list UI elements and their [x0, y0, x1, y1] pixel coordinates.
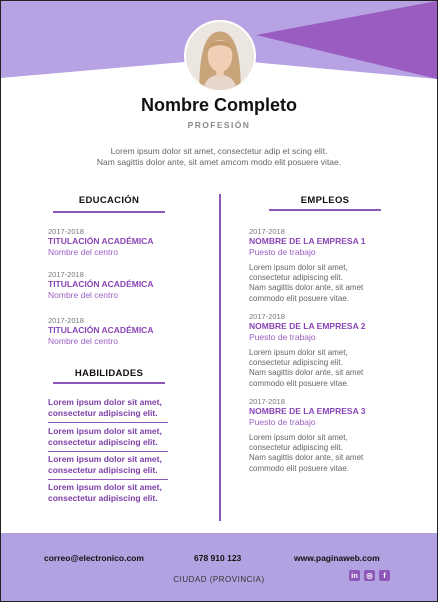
education-school: Nombre del centro — [48, 247, 118, 257]
job-description — [249, 348, 399, 389]
employment-title: EMPLEOS — [300, 195, 350, 206]
job-description-line: Lorem ipsum dolor sit amet, — [249, 433, 348, 442]
skill-line: Lorem ipsum dolor sit amet, — [48, 482, 162, 492]
job-description — [249, 263, 399, 304]
education-degree: TITULACIÓN ACADÉMICA — [48, 236, 154, 246]
job-item — [249, 227, 399, 304]
profile-photo — [184, 20, 256, 92]
job-description-line: Lorem ipsum dolor sit amet, — [249, 348, 348, 357]
skill-item — [48, 482, 188, 504]
employment-divider — [269, 209, 381, 211]
phone-number[interactable]: 678 910 123 — [194, 553, 242, 563]
skill-line: consectetur adipiscing elit. — [48, 465, 158, 475]
job-description-line: Nam sagittis dolor ante, sit amet — [249, 283, 364, 293]
education-item — [48, 270, 153, 301]
education-years: 2017-2018 — [48, 270, 84, 279]
education-degree: TITULACIÓN ACADÉMICA — [48, 325, 154, 335]
skill-underline — [48, 451, 168, 452]
skill-line: Lorem ipsum dolor sit amet, — [48, 454, 162, 464]
job-item — [249, 312, 399, 389]
education-degree: TITULACIÓN ACADÉMICA — [48, 279, 154, 289]
job-description-line: Nam sagittis dolor ante, sit amet — [249, 368, 364, 378]
instagram-icon[interactable]: ◎ — [364, 570, 375, 581]
city: CIUDAD (PROVINCIA) — [173, 575, 265, 584]
job-company: NOMBRE DE LA EMPRESA 3 — [249, 406, 366, 416]
intro-line: Nam sagittis dolor ante, sit amet amcom modo elit posuere vitae. — [96, 157, 342, 167]
email-link[interactable]: correo@electronico.com — [44, 553, 144, 563]
job-description-line: consectetur adipiscing elit. — [249, 443, 343, 453]
skills-title: HABILIDADES — [74, 368, 144, 379]
education-years: 2017-2018 — [48, 227, 84, 236]
skills-divider — [53, 382, 165, 384]
skill-line: Lorem ipsum dolor sit amet, — [48, 426, 162, 436]
job-position: Puesto de trabajo — [249, 247, 316, 257]
job-years: 2017-2018 — [249, 397, 285, 406]
job-description-line: Lorem ipsum dolor sit amet, — [249, 263, 348, 272]
footer — [1, 533, 437, 601]
full-name: Nombre Completo — [140, 95, 297, 115]
skill-item — [48, 426, 188, 452]
job-description — [249, 433, 399, 474]
education-item — [48, 316, 153, 347]
job-description-line: consectetur adipiscing elit. — [249, 358, 343, 368]
job-description-line: Nam sagittis dolor ante, sit amet — [249, 453, 364, 463]
column-divider — [219, 194, 221, 521]
education-divider — [53, 211, 165, 213]
job-position: Puesto de trabajo — [249, 332, 316, 342]
intro-line: Lorem ipsum dolor sit amet, consectetur adip et scing elit. — [110, 146, 328, 156]
skill-item — [48, 397, 188, 423]
linkedin-icon[interactable]: in — [349, 570, 360, 581]
education-item — [48, 227, 153, 258]
job-position: Puesto de trabajo — [249, 417, 316, 427]
education-school: Nombre del centro — [48, 290, 118, 300]
job-company: NOMBRE DE LA EMPRESA 1 — [249, 236, 366, 246]
job-description-line: commodo elit posuere vitae. — [249, 378, 350, 388]
skill-line: consectetur adipiscing elit. — [48, 493, 158, 503]
education-school: Nombre del centro — [48, 336, 118, 346]
education-title: EDUCACIÓN — [78, 195, 140, 206]
facebook-icon[interactable]: f — [379, 570, 390, 581]
job-years: 2017-2018 — [249, 227, 285, 236]
job-description-line: commodo elit posuere vitae. — [249, 293, 350, 303]
education-years: 2017-2018 — [48, 316, 84, 325]
job-description-line: consectetur adipiscing elit. — [249, 273, 343, 283]
profession: PROFESIÓN — [187, 120, 251, 130]
skill-line: consectetur adipiscing elit. — [48, 408, 158, 418]
skill-item — [48, 454, 188, 480]
skill-line: Lorem ipsum dolor sit amet, — [48, 397, 162, 407]
job-company: NOMBRE DE LA EMPRESA 2 — [249, 321, 366, 331]
job-item — [249, 397, 399, 474]
website-link[interactable]: www.paginaweb.com — [294, 553, 380, 563]
job-years: 2017-2018 — [249, 312, 285, 321]
job-description-line: commodo elit posuere vitae. — [249, 463, 350, 473]
skill-line: consectetur adipiscing elit. — [48, 437, 158, 447]
intro-text — [61, 146, 377, 168]
skill-underline — [48, 479, 168, 480]
skill-underline — [48, 422, 168, 423]
